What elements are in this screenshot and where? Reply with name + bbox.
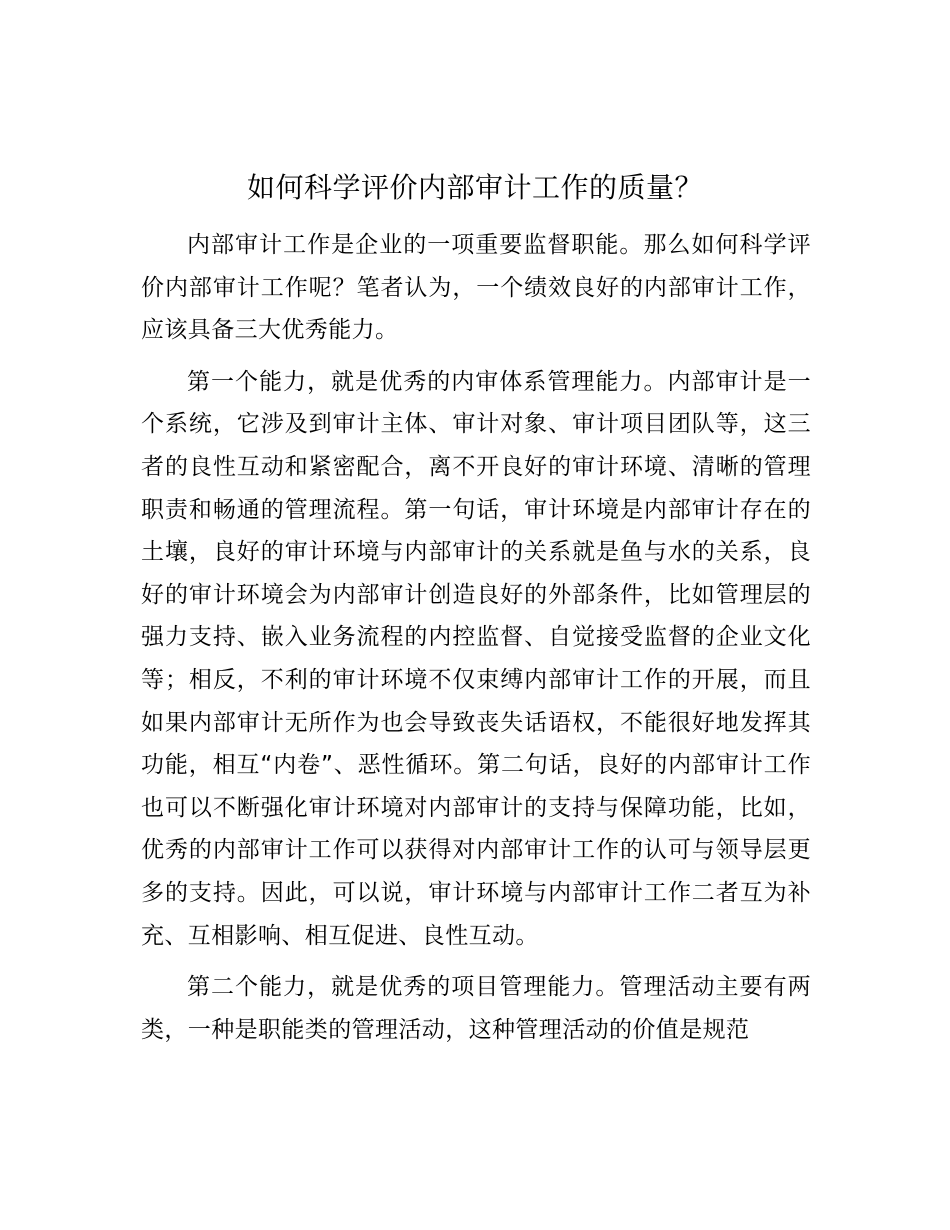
paragraph-first-ability: 第一个能力，就是优秀的内审体系管理能力。内部审计是一个系统，它涉及到审计主体、审计对象、审计项目团队等，这三者的良性互动和紧密配合，离不开良好的审计环境、清晰的管理职责和畅通的管理流程。第一句话，审计环境是内部审计存在的土壤，良好的审计环境与内部审计的关系就是鱼与水的关系，良好的审计环境会为内部审计创造良好的外部条件，比如管理层的强力支持、嵌入业务流程的内控监督、自觉接受监督的企业文化等；相反，不利的审计环境不仅束缚内部审计工作的开展，而且如果内部审计无所作为也会导致丧失话语权，不能很好地发挥其功能，相互“内卷”、恶性循环。第二句话，良好的内部审计工作也可以不断强化审计环境对内部审计的支持与保障功能，比如，优秀的内部审计工作可以获得对内部审计工作的认可与领导层更多的支持。因此，可以说，审计环境与内部审计工作二者互为补充、互相影响、相互促进、良性互动。 xyxy=(141,368,811,949)
paragraph-intro: 内部审计工作是企业的一项重要监督职能。那么如何科学评价内部审计工作呢？笔者认为，一个绩效良好的内部审计工作，应该具备三大优秀能力。 xyxy=(141,232,811,344)
document-body xyxy=(141,224,811,1051)
document-title: 如何科学评价内部审计工作的质量？ xyxy=(246,171,703,204)
paragraph-second-ability: 第二个能力，就是优秀的项目管理能力。管理活动主要有两类，一种是职能类的管理活动，这种管理活动的价值是规范 xyxy=(141,974,811,1043)
